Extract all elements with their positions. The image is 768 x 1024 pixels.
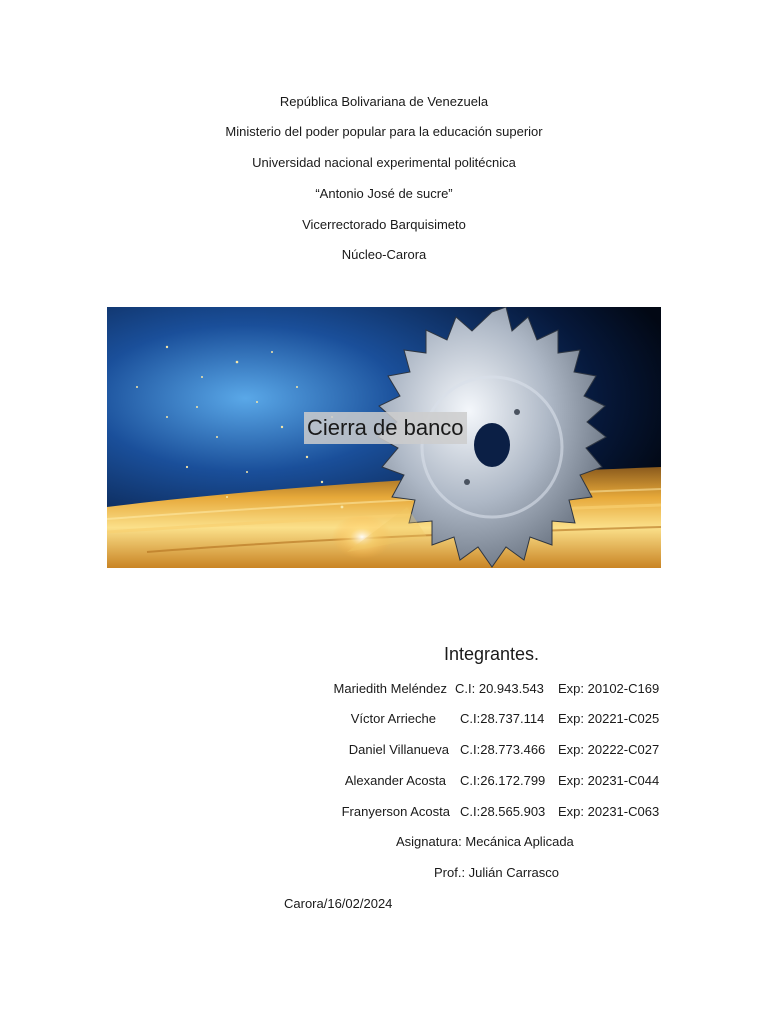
header-university: Universidad nacional experimental politécnica [252, 155, 516, 170]
member-exp: Exp: 20102-C169 [558, 681, 660, 696]
member-exp: Exp: 20222-C027 [558, 742, 660, 757]
member-row [0, 772, 768, 790]
professor-line: Prof.: Julián Carrasco [434, 865, 559, 880]
header-ministry: Ministerio del poder popular para la educación superior [225, 124, 543, 139]
member-exp: Exp: 20231-C063 [558, 804, 660, 819]
member-name: Mariedith Meléndez [333, 681, 447, 696]
cover-banner-image [107, 307, 661, 568]
members-heading: Integrantes. [444, 644, 540, 664]
member-name: Franyerson Acosta [341, 804, 450, 819]
member-name: Daniel Villanueva [348, 742, 449, 757]
member-ci: C.I:28.565.903 [460, 804, 546, 819]
header-country: República Bolivariana de Venezuela [279, 94, 489, 109]
member-ci: C.I: 20.943.543 [455, 681, 544, 696]
member-ci: C.I:26.172.799 [460, 773, 546, 788]
member-ci: C.I:28.737.114 [460, 711, 545, 726]
member-exp: Exp: 20221-C025 [558, 711, 660, 726]
header-vice-rectorate: Vicerrectorado Barquisimeto [302, 217, 466, 232]
subject-line: Asignatura: Mecánica Aplicada [396, 834, 574, 849]
header-nucleus: Núcleo-Carora [341, 247, 427, 262]
member-name: Víctor Arrieche [350, 711, 436, 726]
report-title: Cierra de banco [304, 412, 467, 444]
place-date: Carora/16/02/2024 [284, 896, 393, 911]
header-university-name: “Antonio José de sucre” [315, 186, 453, 201]
member-row [0, 680, 768, 698]
member-row [0, 741, 768, 759]
member-name: Alexander Acosta [344, 773, 446, 788]
member-exp: Exp: 20231-C044 [558, 773, 660, 788]
member-ci: C.I:28.773.466 [460, 742, 546, 757]
member-row [0, 710, 768, 728]
member-row [0, 803, 768, 821]
